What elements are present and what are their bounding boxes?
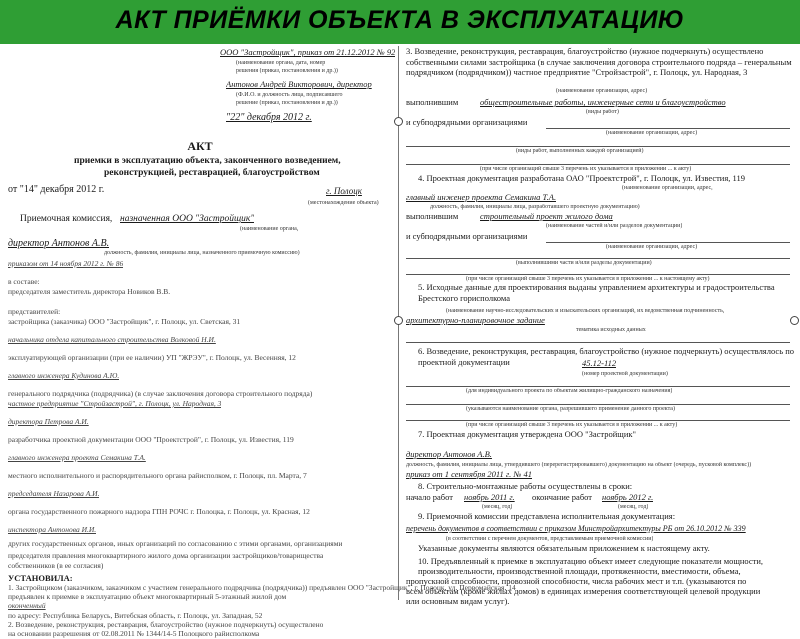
- section-8-cap: (месяц, год): [482, 504, 513, 510]
- section-4-gip: главный инженер проекта Семакина Т.А.: [406, 193, 557, 202]
- section-10-c: всем объектам (кроме жилых домов) в единицах измерения соответствующей целевой продукции: [406, 587, 761, 596]
- blank-line: [406, 146, 790, 147]
- member-line: местного исполнительного и распорядительного органа райисполком, г. Полоцк, пл. Марта, 7: [8, 472, 307, 480]
- approval-cap-1: (наименование органа, дата, номер: [236, 60, 326, 66]
- section-3-note: (при числе организаций свыше 3 перечень их указывается в приложении ... к акту): [480, 166, 692, 172]
- section-6-cap-3: (указываются наименование органа, разрешившего применение данного проекта): [466, 406, 675, 412]
- section-7-order: приказ от 1 сентября 2011 г. № 41: [406, 470, 533, 479]
- member-line: директора Петрова А.И.: [8, 418, 89, 426]
- right-page: [406, 46, 794, 606]
- member-line: разработчика проектной документации ООО "Проектстрой", г. Полоцк, ул. Известия, 119: [8, 436, 294, 444]
- section-8-start-label: начало работ: [406, 493, 453, 502]
- blank-line: [406, 386, 790, 387]
- section-4-works-cap: (наименование частей и/или разделов документации): [546, 223, 683, 229]
- established-label: УСТАНОВИЛА:: [8, 574, 73, 583]
- act-place: г. Полоцк: [326, 186, 362, 196]
- section-5-task: архитектурно-планировочное задание: [406, 316, 545, 325]
- member-line: представителей:: [8, 308, 61, 316]
- blank-line: [406, 420, 790, 421]
- section-10-d: или основным видам услуг).: [406, 597, 510, 606]
- member-line: председателя правления многоквартирного жилого дома организации застройщиков/товарищества: [8, 552, 324, 560]
- established-p1b: предъявлен к приемке в эксплуатацию объект многоквартирный 5-этажный жилой дом: [8, 593, 287, 601]
- member-line: эксплуатирующей организации (при ее наличии) УП "ЖРЭУ", г. Полоцк, ул. Весенняя, 12: [8, 354, 296, 362]
- section-7-cap: должность, фамилия, инициалы лица, утвердившего (перерегистрировавшего) документацию на объект (очередь, пусковой комплекс)): [406, 462, 752, 468]
- member-line: застройщика (заказчика) ООО "Застройщик", г. Полоцк, ул. Светская, 31: [8, 318, 241, 326]
- established-p1: 1. Застройщиком (заказчиком, заказчиком с участием генерального подрядчика (подрядчика)) предъявлен ООО "Застройщик", г. Полоцк, ул. Первомайская, 14: [8, 584, 516, 592]
- blank-line: [406, 164, 790, 165]
- section-8-end: ноябрь 2012 г.: [602, 493, 654, 502]
- commission-value: назначенная ООО "Застройщик": [120, 214, 255, 224]
- section-3-works-cap: (виды работ): [586, 109, 619, 115]
- approval-cap-4: решение (приказ, постановления и др.)): [236, 100, 338, 106]
- section-4-cap: (наименование организации, адрес,: [622, 185, 713, 191]
- member-line: генерального подрядчика (подрядчика) (в случае заключения договора строительного подряда): [8, 390, 313, 398]
- established-p1c: оконченный: [8, 602, 46, 610]
- section-5-task-cap: тематика исходных данных: [576, 327, 646, 333]
- page-title: АКТ ПРИЁМКИ ОБЪЕКТА В ЭКСПЛУАТАЦИЮ: [115, 6, 685, 34]
- approval-cap-2: решения (приказ, постановления и др.)): [236, 68, 338, 74]
- section-6-cap-4: (при числе организаций свыше 3 перечень их указывается в приложении ... к акту): [466, 422, 678, 428]
- blank-line: [546, 242, 790, 243]
- section-5-head: 5. Исходные данные для проектирования выданы управлением архитектуры и градостроительства Брестского горисполкома: [418, 282, 775, 303]
- member-line: приказом от 14 ноября 2012 г. № 86: [8, 260, 124, 268]
- section-3-works: общестроительные работы, инженерные сети и благоустройство: [480, 98, 726, 107]
- section-10-b: пропускной способности, провозной способности, числа рабочих мест и т.п. (указываются по: [406, 577, 747, 586]
- act-place-cap: (местонахождение объекта): [308, 200, 379, 206]
- section-3-works-label: выполнившим: [406, 98, 459, 107]
- section-7-head: 7. Проектная документация утверждена ООО "Застройщик": [418, 430, 636, 439]
- section-3-sub-cap-2: (виды работ, выполненных каждой организацией): [516, 148, 644, 154]
- section-4-works: строительный проект жилого дома: [480, 212, 613, 221]
- member-line: в составе:: [8, 278, 40, 286]
- act-subtitle-1: приемки в эксплуатацию объекта, законченного возведением,: [74, 156, 341, 166]
- section-9-head: 9. Приемочной комиссии представлена исполнительная документация:: [418, 512, 676, 521]
- section-4-works-label: выполнившим: [406, 212, 459, 221]
- section-5-cap: (наименование научно-исследовательских и изыскательских организаций, их ведомственная подчиненность,: [446, 308, 725, 314]
- section-6-number: 45.12-112: [582, 359, 617, 368]
- blank-line: [406, 404, 790, 405]
- commission-cap: (наименование органа,: [240, 226, 299, 232]
- member-line: главного инженера проекта Семакина Т.А.: [8, 454, 146, 462]
- section-4-sub-cap: (наименование организации, адрес): [606, 244, 698, 250]
- approval-order: ООО "Застройщик", приказ от 21.12.2012 № 92: [220, 48, 396, 57]
- section-9-list: перечень документов в соответствии с приказом Минстройархитектуры РБ от 26.10.2012 № 339: [406, 524, 746, 533]
- approval-signer: Антонов Андрей Викторович, директор: [226, 80, 372, 89]
- section-3-head: 3. Возведение, реконструкция, реставрация, благоустройство (нужное подчеркнуть) осуществлено собственными силами застройщика (в случае заключения договора строительного подряда – генеральным подрядчиком (подрядчиком)) частное предприятие "Стройзастрой", г. Полоцк, ул. Народная, 3: [406, 46, 792, 78]
- section-8-end-label: окончание работ: [532, 493, 592, 502]
- fold-handle-middle: [394, 316, 403, 325]
- section-4-gip-cap: должность, фамилия, инициалы лица, разработавшего проектную документацию): [430, 204, 640, 210]
- section-6-number-cap: (номер проектной документации): [582, 371, 668, 377]
- section-8-head: 8. Строительно-монтажные работы осуществлены в сроки:: [418, 482, 633, 491]
- section-4-sub-cap-2: (выполнившими части и/или разделы документации): [516, 260, 652, 266]
- member-line: инспектора Антонова И.И.: [8, 526, 97, 534]
- section-3-sub-label: и субподрядными организациями: [406, 118, 528, 127]
- section-9-cap: (в соответствии с перечнем документов, представляемым приемочной комиссии): [446, 536, 654, 542]
- header-bar: [0, 0, 800, 44]
- commission-label: Приемочная комиссия,: [20, 214, 113, 224]
- section-4-note: (при числе организаций свыше 3 перечень их указывается в приложении ... к настоящему акту): [466, 276, 710, 282]
- act-subtitle-2: реконструкцией, реставрацией, благоустройством: [104, 168, 320, 178]
- blank-line: [406, 258, 790, 259]
- established-p3b: на основании разрешения от 02.08.2011 № 1344/14-5 Полоцкого райисполкома: [8, 630, 260, 638]
- member-line: председателя заместитель директора Новиков В.В.: [8, 288, 171, 296]
- section-6-head: 6. Возведение, реконструкция, реставрация, благоустройство (нужное подчеркнуть) осуществлялось по проектной документации: [418, 346, 794, 367]
- member-line: частное предприятие "Стройзастрой", г. Полоцк, ул. Народная, 3: [8, 400, 222, 408]
- section-4-head: 4. Проектная документация разработана ОАО "Проектстрой", г. Полоцк, ул. Известия, 119: [418, 174, 745, 183]
- established-p3: 2. Возведение, реконструкция, реставрация, благоустройство (нужное подчеркнуть) осуществлено: [8, 621, 324, 629]
- member-line: органа государственного пожарного надзора ГПН РОЧС г. Полоцка, г. Полоцк, ул. Красная, 12: [8, 508, 310, 516]
- member-line: начальника отдела капитального строительства Волковой Н.И.: [8, 336, 216, 344]
- member-line: собственников (в ее согласия): [8, 562, 104, 570]
- member-line: других государственных органов, иных организаций по согласованию с этими органами, организациями: [8, 540, 343, 548]
- fold-handle-top: [394, 117, 403, 126]
- section-6-cap-2: (для индивидуального проекта по объектам жилищно-гражданского назначения): [466, 388, 673, 394]
- established-p2: по адресу: Республика Беларусь, Витебская область, г. Полоцк, ул. Западная, 52: [8, 612, 263, 620]
- section-8-start: ноябрь 2011 г.: [464, 493, 515, 502]
- member-line: главного инженера Кудинова А.Ю.: [8, 372, 120, 380]
- section-9-note: Указанные документы являются обязательным приложением к настоящему акту.: [418, 544, 710, 553]
- commission-director: директор Антонов А.В.: [8, 238, 110, 249]
- member-line: председателя Назарова А.И.: [8, 490, 100, 498]
- approval-date: "22" декабря 2012 г.: [226, 112, 312, 123]
- section-7-director: директор Антонов А.В.: [406, 450, 492, 459]
- section-3-sub-cap: (наименование организации, адрес): [606, 130, 698, 136]
- blank-line: [406, 342, 790, 343]
- section-4-sub-label: и субподрядными организациями: [406, 232, 528, 241]
- section-10-a: 10. Предъявленный к приемке в эксплуатацию объект имеет следующие показатели мощности, производительности, производственной площади, протяженности, вместимости, объема,: [418, 556, 764, 577]
- act-date: от "14" декабря 2012 г.: [8, 184, 105, 195]
- section-8-cap: (месяц, год): [618, 504, 649, 510]
- blank-line: [546, 128, 790, 129]
- section-3-cap: (наименование организации, адрес): [556, 88, 648, 94]
- commission-director-cap: должность, фамилия, инициалы лица, назначенного приемочную комиссию): [104, 250, 300, 256]
- approval-cap-3: (Ф.И.О. и должность лица, подписавшего: [236, 92, 343, 98]
- act-heading: АКТ: [187, 140, 213, 153]
- blank-line: [406, 274, 790, 275]
